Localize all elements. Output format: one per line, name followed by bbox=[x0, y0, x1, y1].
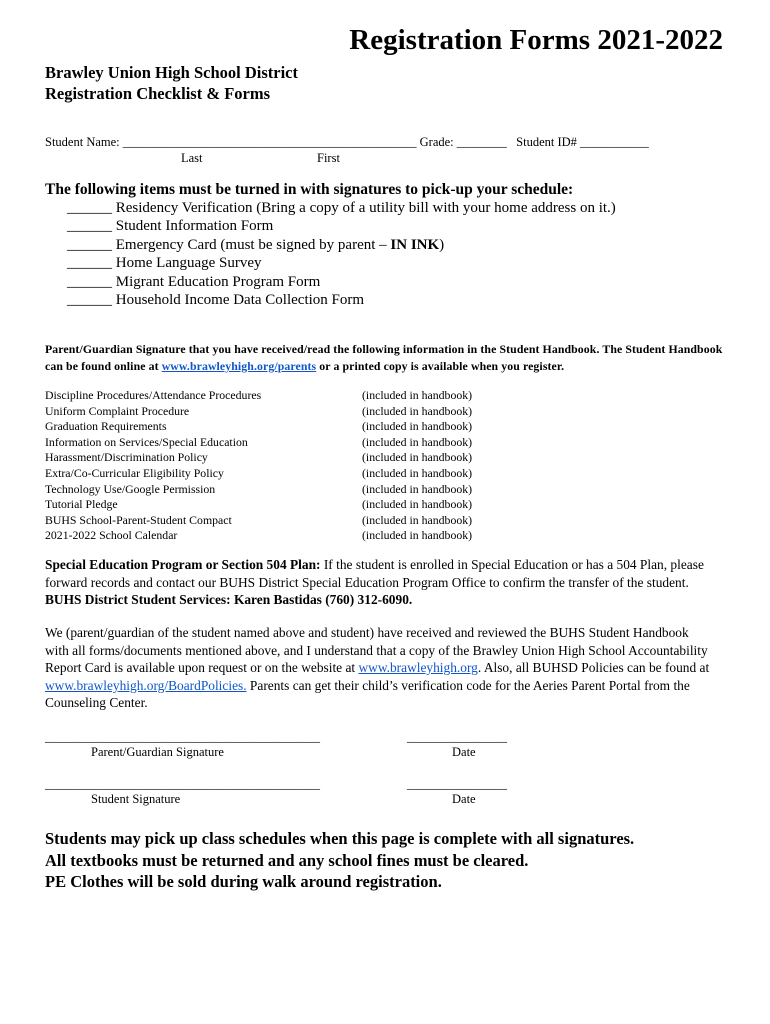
checklist-blank[interactable]: ______ bbox=[67, 200, 112, 216]
close-paren: ) bbox=[439, 236, 445, 253]
checklist bbox=[67, 199, 616, 309]
last-name-caption: Last bbox=[181, 151, 203, 165]
checklist-item-label: Residency Verification (Bring a copy of a utility bill with your home address on it.) bbox=[115, 200, 616, 216]
handbook-item: Tutorial Pledge bbox=[45, 497, 118, 512]
district-header bbox=[45, 62, 298, 104]
included-note: (included in handbook) bbox=[362, 497, 473, 512]
parent-date-line[interactable]: ________________ bbox=[407, 730, 507, 744]
parents-link[interactable]: www.brawleyhigh.org/parents bbox=[161, 359, 317, 373]
checklist-item bbox=[67, 199, 616, 217]
parent-date-label: Date bbox=[452, 745, 476, 759]
ack-text-3: Parents can get their child’s verification code for the Aeries Parent Portal from the Counseling Center. bbox=[45, 677, 690, 711]
handbook-item: BUHS School-Parent-Student Compact bbox=[45, 512, 232, 527]
checklist-item-label: Home Language Survey bbox=[115, 255, 262, 272]
included-note: (included in handbook) bbox=[362, 528, 473, 543]
checklist-blank[interactable]: ______ bbox=[67, 292, 112, 309]
handbook-included-column bbox=[362, 388, 472, 544]
student-info-line bbox=[45, 135, 649, 150]
included-note: (included in handbook) bbox=[362, 434, 473, 449]
handbook-item: Information on Services/Special Education bbox=[45, 434, 248, 449]
handbook-item: 2021-2022 School Calendar bbox=[45, 528, 178, 543]
first-name-caption: First bbox=[317, 151, 340, 165]
student-date-line[interactable]: ________________ bbox=[407, 777, 507, 791]
student-name-field[interactable]: _______________________________________________ bbox=[122, 135, 417, 149]
included-note: (included in handbook) bbox=[362, 465, 473, 480]
checklist-blank[interactable]: ______ bbox=[67, 236, 112, 253]
handbook-item: Harassment/Discrimination Policy bbox=[45, 450, 208, 465]
checklist-blank[interactable]: ______ bbox=[67, 218, 112, 235]
special-ed-paragraph bbox=[45, 556, 715, 609]
checklist-subtitle: Registration Checklist & Forms bbox=[45, 84, 271, 103]
handbook-item: Uniform Complaint Procedure bbox=[45, 403, 190, 418]
brawleyhigh-link[interactable]: www.brawleyhigh.org bbox=[358, 660, 478, 676]
included-note: (included in handbook) bbox=[362, 388, 473, 402]
handbook-note-text-2: or a printed copy is available when you register. bbox=[316, 359, 565, 373]
included-note: (included in handbook) bbox=[362, 450, 473, 465]
checklist-item-label: Migrant Education Program Form bbox=[115, 273, 321, 290]
special-ed-label: Special Education Program or Section 504 Plan: bbox=[45, 557, 321, 572]
handbook-item: Graduation Requirements bbox=[45, 419, 167, 434]
ack-text-1: We (parent/guardian of the student named above and student) have received and reviewed the BUHS Student Handbook with all forms/documents mentioned above, and I understand that a copy of the Brawley Union High School Accountability Report Card is available upon request or on the website at bbox=[45, 625, 708, 676]
student-services-contact: BUHS District Student Services: Karen Bastidas (760) 312-6090. bbox=[45, 592, 413, 608]
checklist-item bbox=[67, 291, 616, 309]
ack-text-2: . Also, all BUHSD Policies can be found at bbox=[477, 660, 710, 676]
student-name-label: Student Name: bbox=[45, 135, 120, 149]
grade-field[interactable]: ________ bbox=[456, 135, 507, 149]
special-ed-text: If the student is enrolled in Special Education or has a 504 Plan, please forward records and contact our BUHS District Special Education Program Office to confirm the transfer of the student. bbox=[45, 557, 704, 590]
checklist-item bbox=[67, 217, 616, 235]
footer-line: PE Clothes will be sold during walk around registration. bbox=[45, 872, 442, 892]
checklist-item-label: Student Information Form bbox=[115, 218, 274, 235]
checklist-blank[interactable]: ______ bbox=[67, 255, 112, 272]
handbook-item: Discipline Procedures/Attendance Procedures bbox=[45, 388, 262, 402]
checklist-item-label: Household Income Data Collection Form bbox=[115, 292, 365, 309]
page-title: Registration Forms 2021-2022 bbox=[349, 24, 723, 56]
parent-signature-line[interactable]: ____________________________________________ bbox=[45, 730, 320, 744]
student-id-field[interactable]: ___________ bbox=[580, 135, 649, 149]
checklist-item bbox=[67, 236, 616, 254]
district-name: Brawley Union High School District bbox=[45, 63, 299, 82]
checklist-item bbox=[67, 273, 616, 291]
included-note: (included in handbook) bbox=[362, 512, 473, 527]
handbook-note bbox=[45, 341, 725, 375]
parent-signature-label: Parent/Guardian Signature bbox=[91, 745, 224, 759]
in-ink-emphasis: IN INK bbox=[390, 236, 440, 253]
checklist-intro: The following items must be turned in with signatures to pick-up your schedule: bbox=[45, 181, 574, 198]
included-note: (included in handbook) bbox=[362, 403, 473, 418]
handbook-item: Extra/Co-Curricular Eligibility Policy bbox=[45, 465, 224, 480]
grade-label: Grade: bbox=[419, 135, 454, 149]
checklist-item-label: Emergency Card (must be signed by parent – bbox=[115, 236, 391, 253]
handbook-item: Technology Use/Google Permission bbox=[45, 481, 216, 496]
handbook-items bbox=[45, 388, 261, 544]
footer-notes bbox=[45, 828, 634, 893]
footer-line: All textbooks must be returned and any school fines must be cleared. bbox=[45, 850, 529, 870]
student-signature-line[interactable]: ____________________________________________ bbox=[45, 777, 320, 791]
acknowledgment-paragraph bbox=[45, 624, 715, 712]
footer-line: Students may pick up class schedules when this page is complete with all signatures. bbox=[45, 829, 635, 848]
student-signature-label: Student Signature bbox=[91, 792, 181, 806]
checklist-blank[interactable]: ______ bbox=[67, 273, 112, 290]
included-note: (included in handbook) bbox=[362, 481, 473, 496]
student-id-label: Student ID# bbox=[516, 135, 577, 149]
student-date-label: Date bbox=[452, 792, 476, 806]
included-note: (included in handbook) bbox=[362, 419, 473, 434]
handbook-note-text: Parent/Guardian Signature that you have received/read the following information in the Student Handbook. The Student Handbook can be found online at bbox=[45, 342, 723, 373]
checklist-item bbox=[67, 254, 616, 272]
board-policies-link[interactable]: www.brawleyhigh.org/BoardPolicies. bbox=[45, 677, 247, 693]
